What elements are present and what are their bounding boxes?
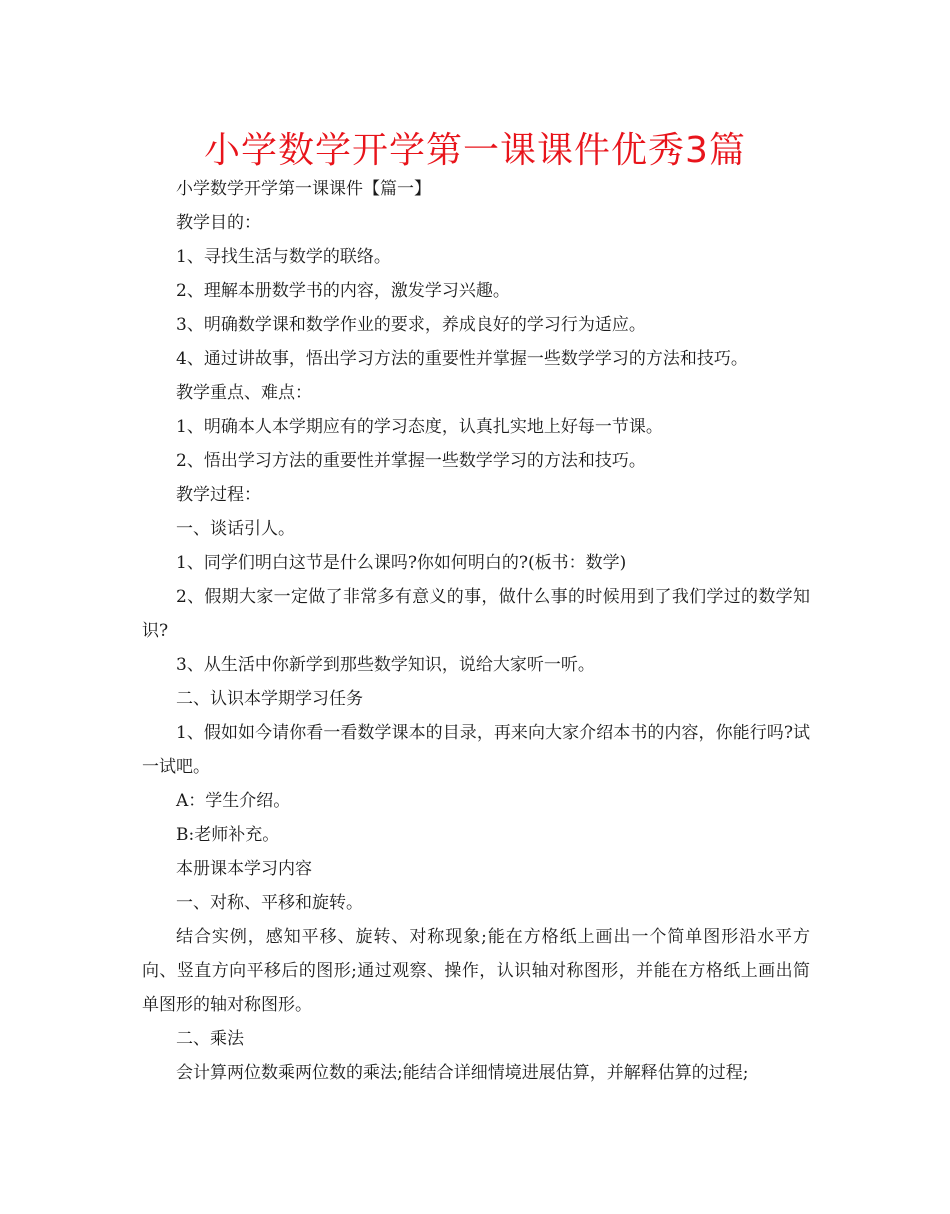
paragraph: 教学过程： — [176, 485, 261, 505]
document-body — [142, 172, 810, 1090]
paragraph: 2、假期大家一定做了非常多有意义的事，做什么事的时候用到了我们学过的数学知识? — [142, 587, 810, 641]
paragraph: 一、对称、平移和旋转。 — [176, 893, 363, 913]
paragraph: 教学重点、难点： — [176, 383, 312, 403]
document-title: 小学数学开学第一课课件优秀3篇 — [204, 130, 746, 171]
paragraph: 一、谈话引人。 — [176, 519, 295, 539]
paragraph: 2、悟出学习方法的重要性并掌握一些数学学习的方法和技巧。 — [176, 451, 646, 471]
paragraph: 1、同学们明白这节是什么课吗?你如何明白的?(板书：数学) — [176, 553, 627, 573]
paragraph: 二、认识本学期学习任务 — [176, 689, 363, 709]
paragraph: 结合实例，感知平移、旋转、对称现象;能在方格纸上画出一个简单图形沿水平方向、竖直方向平移后的图形;通过观察、操作，认识轴对称图形，并能在方格纸上画出简单图形的轴对称图形。 — [142, 927, 810, 1015]
paragraph: 1、明确本人本学期应有的学习态度，认真扎实地上好每一节课。 — [176, 417, 663, 437]
paragraph: 教学目的： — [176, 213, 261, 233]
paragraph: 4、通过讲故事，悟出学习方法的重要性并掌握一些数学学习的方法和技巧。 — [176, 349, 748, 369]
paragraph: 3、从生活中你新学到那些数学知识，说给大家听一听。 — [176, 655, 595, 675]
paragraph: B:老师补充。 — [176, 825, 280, 845]
paragraph: 二、乘法 — [176, 1029, 244, 1049]
paragraph: 2、理解本册数学书的内容，激发学习兴趣。 — [176, 281, 510, 301]
paragraph: 小学数学开学第一课课件【篇一】 — [176, 179, 431, 199]
paragraph: A：学生介绍。 — [176, 791, 291, 811]
paragraph: 会计算两位数乘两位数的乘法;能结合详细情境进展估算，并解释估算的过程; — [176, 1063, 749, 1083]
paragraph: 本册课本学习内容 — [176, 859, 312, 879]
paragraph: 3、明确数学课和数学作业的要求，养成良好的学习行为适应。 — [176, 315, 646, 335]
paragraph: 1、假如如今请你看一看数学课本的目录，再来向大家介绍本书的内容，你能行吗?试一试吧。 — [142, 723, 810, 777]
paragraph: 1、寻找生活与数学的联络。 — [176, 247, 391, 267]
